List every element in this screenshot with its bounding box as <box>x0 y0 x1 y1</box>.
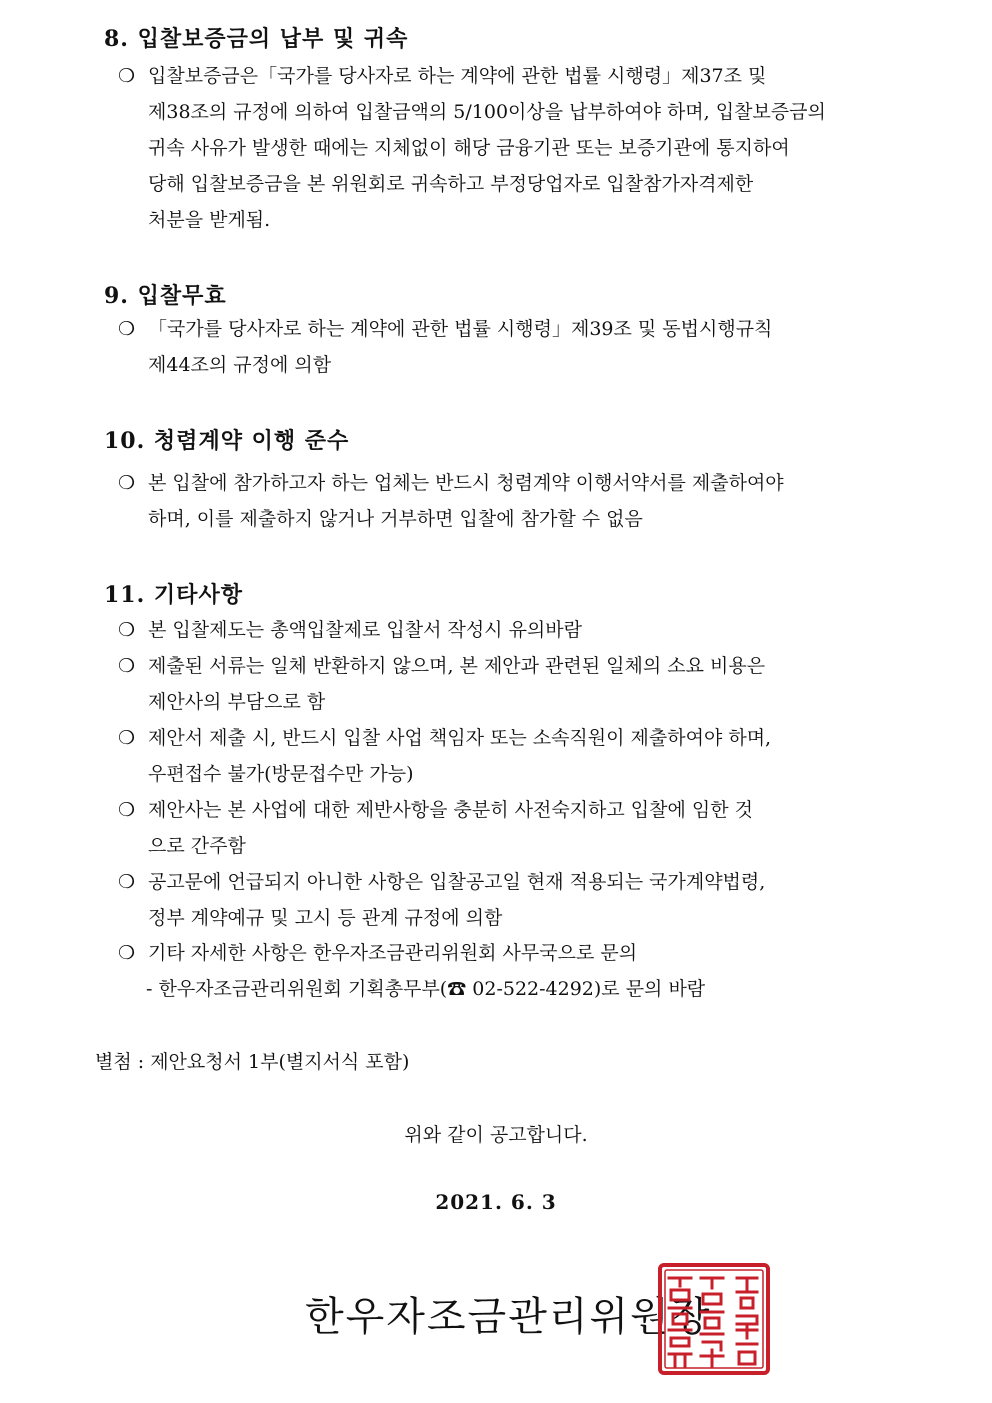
item-line: 귀속 사유가 발생한 때에는 지체없이 해당 금융기관 또는 보증기관에 통지하여 <box>148 137 790 159</box>
bullet-circle-icon: ❍ <box>118 318 136 340</box>
section-11-item-1 <box>118 612 900 648</box>
section-9-item <box>118 311 900 383</box>
section-10-item <box>118 465 900 537</box>
bullet-circle-icon: ❍ <box>118 727 136 749</box>
attachment-note: 별첨 : 제안요청서 1부(별지서식 포함) <box>95 1051 410 1073</box>
bullet-circle-icon: ❍ <box>118 472 136 494</box>
section-11-item-6 <box>118 935 900 971</box>
item-line: ❍ 본 입찰에 참가하고자 하는 업체는 반드시 청렴계약 이행서약서를 제출하여야 <box>118 465 900 501</box>
item-line: ❍ 제출된 서류는 일체 반환하지 않으며, 본 제안과 관련된 일체의 소요 비용은 <box>118 648 900 684</box>
organization-name: 한우자조금관리위원장 <box>305 1294 712 1340</box>
section-11-item-2 <box>118 648 900 720</box>
notice-date: 2021. 6. 3 <box>435 1190 557 1214</box>
item-line: ❍ 제안서 제출 시, 반드시 입찰 사업 책임자 또는 소속직원이 제출하여야 하며, <box>118 720 900 756</box>
section-heading-11: 11. 기타사항 <box>104 582 243 608</box>
item-line: 우편접수 불가(방문접수만 가능) <box>148 763 414 785</box>
item-line: 제안사의 부담으로 함 <box>148 691 326 713</box>
section-11-item-3 <box>118 720 900 792</box>
item-line: 당해 입찰보증금을 본 위원회로 귀속하고 부정당업자로 입찰참가자격제한 <box>148 173 754 195</box>
section-11-item-5 <box>118 864 900 936</box>
bullet-circle-icon: ❍ <box>118 619 136 641</box>
item-line: 제44조의 규정에 의함 <box>148 354 332 376</box>
item-line: ❍ 입찰보증금은「국가를 당사자로 하는 계약에 관한 법률 시행령」제37조 및 <box>118 58 900 94</box>
item-line: 으로 간주함 <box>148 835 246 857</box>
item-line: ❍ 제안사는 본 사업에 대한 제반사항을 충분히 사전숙지하고 입찰에 임한 것 <box>118 792 900 828</box>
item-line: 정부 계약예규 및 고시 등 관계 규정에 의함 <box>148 907 503 929</box>
closing-statement: 위와 같이 공고합니다. <box>404 1124 588 1146</box>
bullet-circle-icon: ❍ <box>118 871 136 893</box>
item-line: 제38조의 규정에 의하여 입찰금액의 5/100이상을 납부하여야 하며, 입찰보증금의 <box>148 101 826 123</box>
bullet-circle-icon: ❍ <box>118 655 136 677</box>
item-line: ❍ 공고문에 언급되지 아니한 사항은 입찰공고일 현재 적용되는 국가계약법령, <box>118 864 900 900</box>
bullet-circle-icon: ❍ <box>118 942 136 964</box>
item-line: 처분을 받게됨. <box>148 209 271 231</box>
bullet-circle-icon: ❍ <box>118 65 136 87</box>
section-heading-10: 10. 청렴계약 이행 준수 <box>104 428 350 454</box>
bullet-circle-icon: ❍ <box>118 799 136 821</box>
section-8-item <box>118 58 900 238</box>
item-line: ❍ 본 입찰제도는 총액입찰제로 입찰서 작성시 유의바람 <box>118 612 900 648</box>
official-seal-icon <box>657 1262 771 1376</box>
section-heading-9: 9. 입찰무효 <box>104 283 227 309</box>
contact-note: - 한우자조금관리위원회 기획총무부(☎ 02-522-4292)로 문의 바람 <box>146 978 706 1000</box>
section-11-item-4 <box>118 792 900 864</box>
section-heading-8: 8. 입찰보증금의 납부 및 귀속 <box>104 26 409 52</box>
item-line: ❍ 「국가를 당사자로 하는 계약에 관한 법률 시행령」제39조 및 동법시행규칙 <box>118 311 900 347</box>
item-line: ❍ 기타 자세한 사항은 한우자조금관리위원회 사무국으로 문의 <box>118 935 900 971</box>
item-line: 하며, 이를 제출하지 않거나 거부하면 입찰에 참가할 수 없음 <box>148 508 643 530</box>
